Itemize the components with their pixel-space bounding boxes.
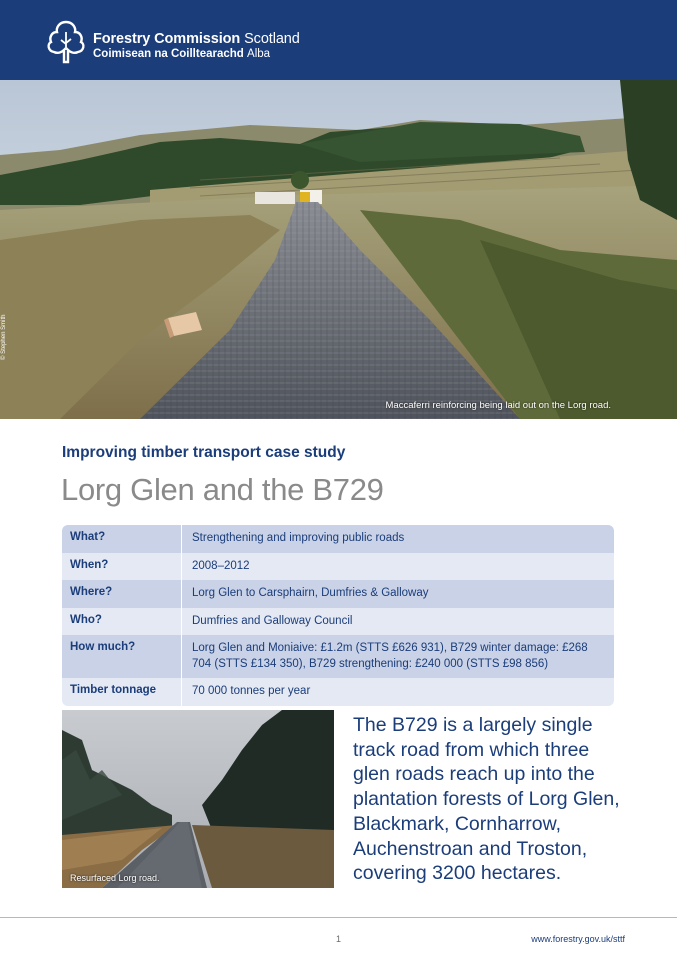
hero-caption: Maccaferri reinforcing being laid out on the Lorg road.	[385, 400, 611, 411]
tree-logo-icon	[44, 20, 88, 64]
fact-value: Lorg Glen and Moniaive: £1.2m (STTS £626 931), B729 winter damage: £268 704 (STTS £134 350), B729 strengthening: £240 000 (STTS £98 856)	[192, 642, 588, 670]
org-name-gaelic: Coimisean na Coilltearachd Alba	[93, 48, 271, 60]
fact-row-what	[62, 525, 614, 553]
fact-row-when	[62, 553, 614, 581]
fact-row-who	[62, 608, 614, 636]
footer-divider	[0, 917, 677, 918]
fact-value: Lorg Glen to Carsphairn, Dumfries & Galloway	[192, 587, 429, 600]
photo-credit: © Stephen Smith	[1, 314, 7, 360]
fact-value: 2008–2012	[192, 559, 250, 572]
intro-paragraph: The B729 is a largely single track road from which three glen roads reach up into the plantation forests of Lorg Glen, Blackmark, Cornharrow, Auchenstroan and Troston, covering 3200 hectares.	[353, 714, 620, 885]
page-number: 1	[336, 934, 342, 944]
fact-key: When?	[62, 553, 182, 581]
fact-key: What?	[62, 525, 182, 553]
fact-key: Timber tonnage	[62, 678, 182, 706]
header-banner	[0, 0, 677, 80]
road-photo-caption: Resurfaced Lorg road.	[70, 873, 160, 883]
page-title: Lorg Glen and the B729	[61, 472, 384, 507]
facts-table	[62, 525, 614, 706]
fact-row-timber-tonnage	[62, 678, 614, 706]
org-name: Forestry Commission Scotland	[93, 31, 300, 47]
page-subtitle: Improving timber transport case study	[62, 444, 346, 461]
fact-key: Where?	[62, 580, 182, 608]
fact-value: Dumfries and Galloway Council	[192, 614, 353, 627]
fact-value: 70 000 tonnes per year	[192, 685, 311, 698]
fact-value: Strengthening and improving public roads	[192, 532, 405, 544]
footer-url-link[interactable]: www.forestry.gov.uk/sttf	[531, 934, 625, 944]
road-photo	[62, 710, 334, 888]
fact-key: How much?	[62, 635, 182, 678]
hero-photo	[0, 80, 677, 419]
fact-row-how-much	[62, 635, 614, 678]
fact-row-where	[62, 580, 614, 608]
fact-key: Who?	[62, 608, 182, 636]
